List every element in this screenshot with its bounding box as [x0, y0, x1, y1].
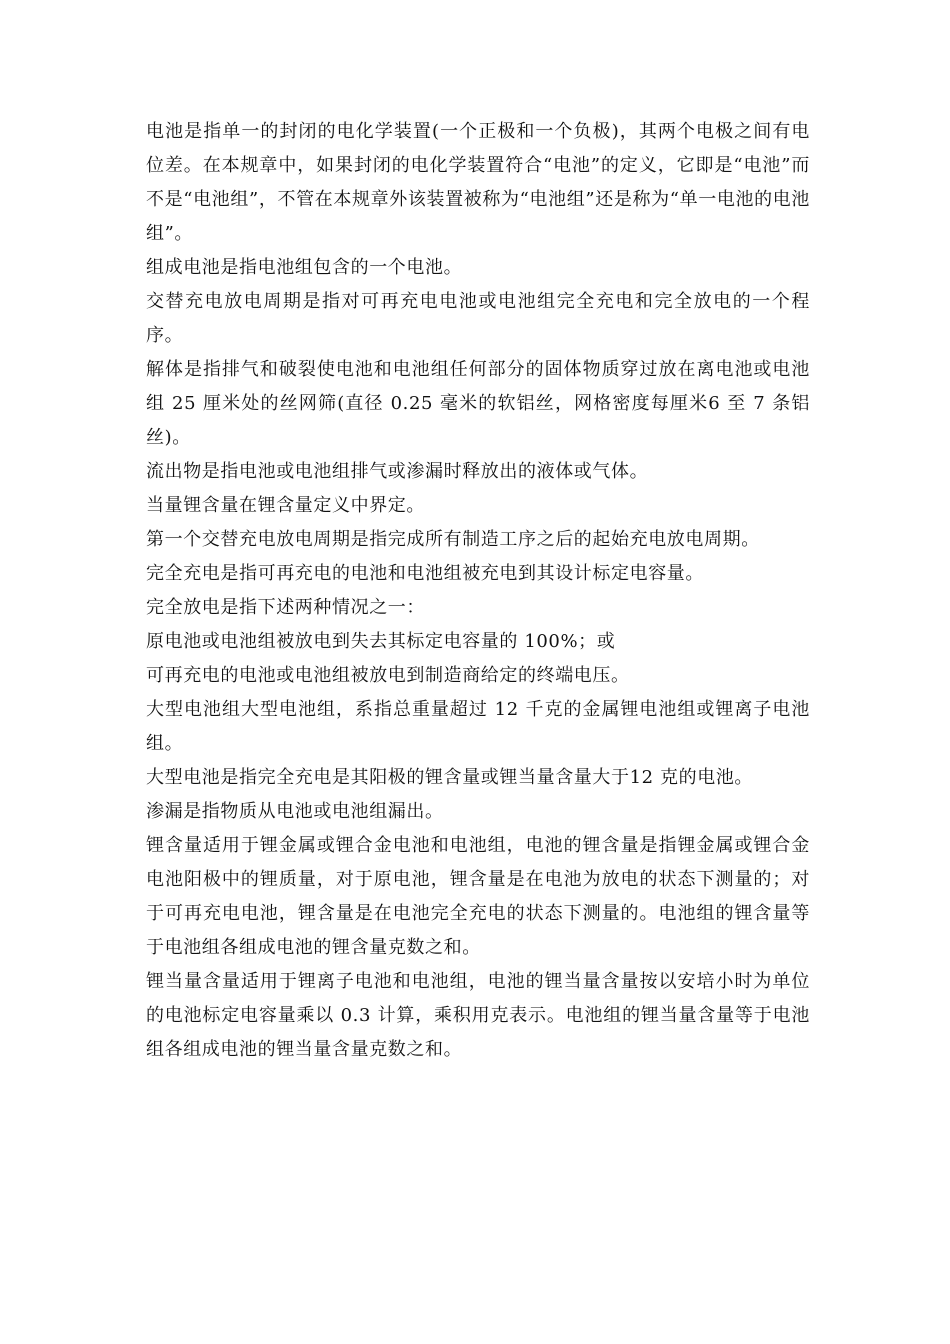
paragraph-fully-charged: 完全充电是指可再充电的电池和电池组被充电到其设计标定电容量。 — [146, 563, 704, 584]
document-body — [146, 115, 810, 1067]
paragraph-effluent: 流出物是指电池或电池组排气或渗漏时释放出的液体或气体。 — [146, 461, 649, 482]
paragraph-first-cycle: 第一个交替充电放电周期是指完成所有制造工序之后的起始充电放电周期。 — [146, 529, 760, 550]
paragraph-fully-discharged: 完全放电是指下述两种情况之一： — [146, 597, 425, 618]
paragraph-disassembly: 解体是指排气和破裂使电池和电池组任何部分的固体物质穿过放在离电池或电池组 25 厘米处的丝网筛(直径 0.25 毫米的软铝丝，网格密度每厘米6 至 7 条铝丝)。 — [146, 359, 810, 448]
paragraph-cycle: 交替充电放电周期是指对可再充电电池或电池组完全充电和完全放电的一个程序。 — [146, 291, 810, 346]
paragraph-lithium-content: 锂含量适用于锂金属或锂合金电池和电池组，电池的锂含量是指锂金属或锂合金电池阳极中的锂质量，对于原电池，锂含量是在电池为放电的状态下测量的；对于可再充电电池，锂含量是在电池完全充电的状态下测量的。电池组的锂含量等于电池组各组成电池的锂含量克数之和。 — [146, 835, 810, 958]
paragraph-large-cell: 大型电池是指完全充电是其阳极的锂含量或锂当量含量大于12 克的电池。 — [146, 767, 754, 788]
paragraph-component-cell: 组成电池是指电池组包含的一个电池。 — [146, 257, 463, 278]
paragraph-lithium-equivalent-content: 锂当量含量适用于锂离子电池和电池组，电池的锂当量含量按以安培小时为单位的电池标定电容量乘以 0.3 计算，乘积用克表示。电池组的锂当量含量等于电池组各组成电池的锂当量含量克数之和。 — [146, 971, 810, 1060]
paragraph-equivalent-lithium: 当量锂含量在锂含量定义中界定。 — [146, 495, 425, 516]
paragraph-rechargeable-discharged: 可再充电的电池或电池组被放电到制造商给定的终端电压。 — [146, 665, 630, 686]
paragraph-large-battery-pack: 大型电池组大型电池组，系指总重量超过 12 千克的金属锂电池组或锂离子电池组。 — [146, 699, 810, 754]
paragraph-leakage: 渗漏是指物质从电池或电池组漏出。 — [146, 801, 444, 822]
paragraph-primary-discharged: 原电池或电池组被放电到失去其标定电容量的 100%；或 — [146, 631, 616, 652]
paragraph-battery-definition: 电池是指单一的封闭的电化学装置(一个正极和一个负极)，其两个电极之间有电位差。在本规章中，如果封闭的电化学装置符合“电池”的定义，它即是“电池”而不是“电池组”，不管在本规章外该装置被称为“电池组”还是称为“单一电池的电池组”。 — [146, 121, 810, 244]
